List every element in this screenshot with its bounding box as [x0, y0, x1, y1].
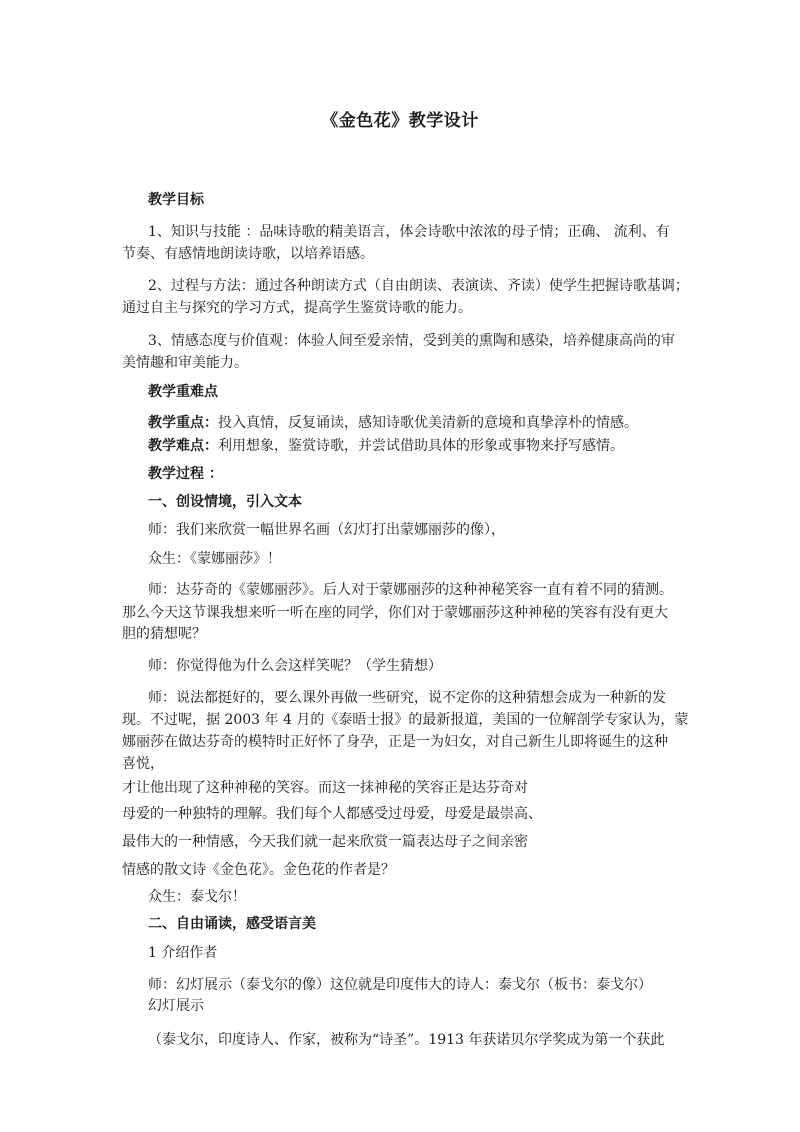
paragraph-line: 1 介绍作者 [148, 945, 218, 961]
paragraph-line: 胆的猜想呢？ [122, 626, 206, 642]
heading-key-difficult: 教学重难点 [148, 384, 218, 400]
difficult-point-text: 利用想象，鉴赏诗歌，并尝试借助具体的形象或事物来抒写感情。 [218, 438, 624, 454]
paragraph-line: 娜丽莎在做达芬奇的模特时正好怀了身孕，正是一为妇女，对自己新生儿即将诞生的这种 [122, 734, 668, 750]
paragraph-line: 喜悦， [122, 756, 164, 772]
section-2-heading: 二、自由诵读，感受语言美 [148, 916, 316, 932]
paragraph-line: 最伟大的一种情感，今天我们就一起来欣赏一篇表达母子之间亲密 [122, 834, 528, 850]
paragraph-line: 众生：泰戈尔！ [148, 889, 246, 905]
goal-1-line-2: 节奏、有感情地朗读诗歌，以培养语感。 [122, 246, 374, 262]
paragraph-line: 母爱的一种独特的理解。我们每个人都感受过母爱，母爱是最崇高、 [122, 806, 542, 822]
paragraph-line: 师：说法都挺好的，要么课外再做一些研究，说不定你的这种猜想会成为一种新的发 [148, 690, 666, 706]
paragraph-line: 幻灯展示 [148, 998, 204, 1014]
heading-teaching-process: 教学过程 ： [148, 466, 223, 482]
key-point-text: 投入真情，反复诵读，感知诗歌优美清新的意境和真挚淳朴的情感。 [218, 415, 638, 431]
paragraph-line: 师：你觉得他为什么会这样笑呢？（学生猜想） [148, 658, 442, 674]
goal-3-line-1: 3、情感态度与价值观：体验人间至爱亲情，受到美的熏陶和感染，培养健康高尚的审 [148, 333, 675, 349]
section-1-heading: 一、创设情境，引入文本 [148, 494, 302, 510]
paragraph-line: 那么今天这节课我想来听一听在座的同学，你们对于蒙娜丽莎这种神秘的笑容有没有更大 [122, 605, 668, 621]
goal-2-line-2: 通过自主与探究的学习方式，提高学生鉴赏诗歌的能力。 [122, 300, 472, 316]
goal-3-line-2: 美情趣和审美能力。 [122, 355, 248, 371]
paragraph-line: 才让他出现了这种神秘的笑容。而这一抹神秘的笑容正是达芬奇对 [122, 780, 528, 796]
paragraph-line: 现。不过呢，据 2003 年 4 月的《泰晤士报》的最新报道，美国的一位解剖学专家认为，蒙 [122, 712, 689, 728]
goal-1-line-1: 1、知识与技能 ：品味诗歌的精美语言，体会诗歌中浓浓的母子情；正确、 流利、有 [148, 224, 670, 240]
goal-2-line-1: 2、过程与方法：通过各种朗读方式（自由朗读、表演读、齐读）使学生把握诗歌基调； [148, 278, 689, 294]
paragraph-line: 师：达芬奇的《蒙娜丽莎》。后人对于蒙娜丽莎的这种神秘笑容一直有着不同的猜测。 [148, 582, 673, 598]
paragraph-line: 情感的散文诗《金色花》。金色花的作者是？ [122, 862, 395, 878]
key-point [148, 413, 638, 433]
key-point-label: 教学重点： [148, 415, 218, 431]
paragraph-line: （泰戈尔，印度诗人、作家，被称为“诗圣”。1913 年获诺贝尔学奖成为第一个获此 [148, 1032, 665, 1048]
document-title: 《金色花》教学设计 [321, 111, 479, 131]
paragraph-line: 师：我们来欣赏一幅世界名画（幻灯打出蒙娜丽莎的像）， [148, 522, 505, 538]
difficult-point [148, 436, 624, 456]
heading-teaching-goals: 教学目标 [148, 192, 204, 208]
difficult-point-label: 教学难点： [148, 438, 218, 454]
paragraph-line: 师：幻灯展示（泰戈尔的像）这位就是印度伟大的诗人：泰戈尔（板书：泰戈尔） [148, 977, 652, 993]
paragraph-line: 众生：《蒙娜丽莎》！ [148, 551, 281, 567]
